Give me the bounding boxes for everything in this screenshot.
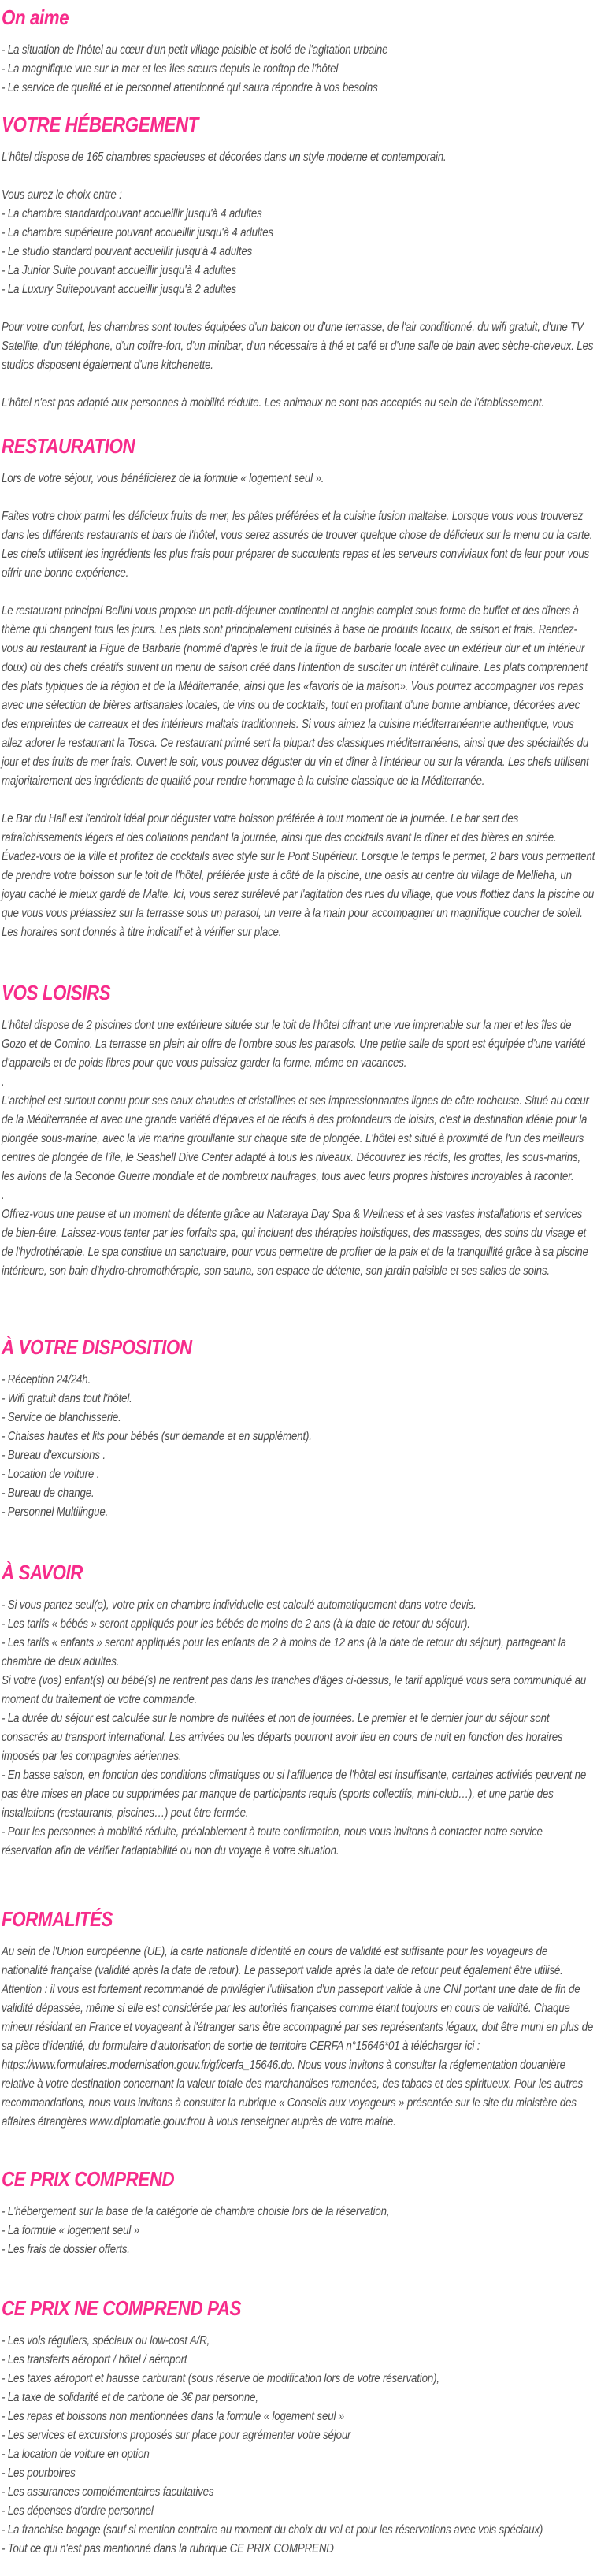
section-title-on-aime: On aime (2, 6, 69, 29)
prix-comprend-item: - Les frais de dossier offerts. (2, 2243, 130, 2256)
section-formalites (2, 1906, 595, 2132)
prix-ne-comprend-item: - Les transferts aéroport / hôtel / aéroport (2, 2353, 187, 2366)
prix-ne-comprend-item: - Les dépenses d'ordre personnel (2, 2504, 154, 2518)
room-type-item: - La Luxury Suitepouvant accueillir jusqu'à 2 adultes (2, 283, 236, 296)
restauration-intro: Lors de votre séjour, vous bénéficierez de la formule « logement seul ». (2, 472, 324, 485)
page-content (2, 0, 597, 2576)
hebergement-comfort-paragraph: Pour votre confort, les chambres sont toutes équipées d'un balcon ou d'une terrasse, de l'air conditionné, du wifi gratuit, d'une TV Satellite, d'un téléphone, d'un coffre-fort, d'un minibar, d'un nécessaire à thé et café et d'une salle de bain avec sèche-cheveux. Les studios disposent également d'une kitchenette. (2, 321, 594, 372)
room-type-item: - Le studio standard pouvant accueillir jusqu'à 4 adultes (2, 245, 253, 258)
loisirs-dot-separator: . (2, 1189, 5, 1202)
section-title-vos-loisirs: VOS LOISIRS (2, 981, 111, 1004)
savoir-item: Si votre (vos) enfant(s) ou bébé(s) ne rentrent pas dans les tranches d'âges ci-dessus, le tarif appliqué vous sera communiqué au moment du traitement de votre commande. (2, 1674, 587, 1706)
prix-comprend-item: - L'hébergement sur la base de la catégorie de chambre choisie lors de la réservation, (2, 2205, 390, 2218)
section-title-restauration: RESTAURATION (2, 434, 135, 458)
room-type-item: - La Junior Suite pouvant accueillir jusqu'à 4 adultes (2, 264, 236, 277)
prix-ne-comprend-item: - Les pourboires (2, 2467, 76, 2480)
on-aime-item: - La magnifique vue sur la mer et les îles sœurs depuis le rooftop de l'hôtel (2, 62, 339, 76)
loisirs-paragraph-2: L'archipel est surtout connu pour ses eaux chaudes et cristallines et ses impressionnantes lignes de côte rocheuse. Situé au cœur de la Méditerranée et avec une grande variété d'épaves et de récifs à des profondeurs de loisirs, c'est la destination idéale pour la plongée sous-marine, avec la vie marine grouillante sur chaque site de plongée. L'hôtel est situé à proximité de l'un des meilleurs centres de plongée de l'île, le Seashell Dive Center adapté à tous les niveaux. Découvrez les récifs, les grottes, les sous-marins, les avions de la Seconde Guerre mondiale et de nombreux naufrages, tous avec leurs propres histoires incroyables à raconter. (2, 1094, 589, 1183)
prix-ne-comprend-item: - Les assurances complémentaires facultatives (2, 2485, 214, 2499)
prix-ne-comprend-item: - Les services et excursions proposés sur place pour agrémenter votre séjour (2, 2429, 351, 2442)
loisirs-dot-separator: . (2, 1075, 5, 1089)
section-restauration (2, 433, 595, 942)
prix-ne-comprend-item: - La franchise bagage (sauf si mention contraire au moment du choix du vol et pour les réservations avec vols spéciaux) (2, 2523, 543, 2537)
hebergement-note: L'hôtel n'est pas adapté aux personnes à mobilité réduite. Les animaux ne sont pas acceptés au sein de l'établissement. (2, 396, 544, 410)
savoir-item: - Les tarifs « enfants » seront appliqués pour les enfants de 2 à moins de 12 ans (à la date de retour du séjour), partageant la chambre de deux adultes. (2, 1636, 566, 1668)
prix-ne-comprend-item: - Les taxes aéroport et hausse carburant (sous réserve de modification lors de votre réservation), (2, 2372, 439, 2385)
section-ce-prix-ne-comprend-pas (2, 2296, 595, 2559)
section-ce-prix-comprend (2, 2166, 595, 2259)
restauration-paragraph-1: Faites votre choix parmi les délicieux fruits de mer, les pâtes préférées et la cuisine fusion maltaise. Lorsque vous vous trouverez dans les différents restaurants et bars de l'hôtel, vous serez assurés de trouver quelque chose de délicieux sur le menu ou la carte. Les chefs utilisent les ingrédients les plus frais pour préparer de succulents repas et les serveurs conviviaux font de leur pour vous offrir une bonne expérience. (2, 510, 593, 580)
savoir-item: - En basse saison, en fonction des conditions climatiques ou si l'affluence de l'hôtel est insuffisante, certaines activités peuvent ne pas être mises en place ou supprimées par manque de participants requis (sports collectifs, mini-club…), et une partie des installations (restaurants, piscines…) peut être fermée. (2, 1769, 587, 1820)
formalites-paragraph: Au sein de l'Union européenne (UE), la carte nationale d'identité en cours de validité est suffisante pour les voyageurs de nationalité française (validité après la date de retour). Le passeport valide après la date de retour peut également être utilisé. Attention : il vous est fortement recommandé de privilégier l'utilisation d'un passeport valide à une CNI portant une date de fin de validité dépassée, même si elle est considérée par les autorités françaises comme étant toujours en cours de validité. Chaque mineur résidant en France et voyageant à l'étranger sans être accompagné par ses représentants légaux, doit être muni en plus de sa pièce d'identité, du formulaire d'autorisation de sortie de territoire CERFA n°15646*01 à télécharger ici : https://www.formulaires.modernisation.gouv.fr/gf/cerfa_15646.do. Nous vous invitons à consulter la réglementation douanière relative à votre destination concernant la valeur totale des marchandises ramenées, des tabacs et des spiritueux. Pour les autres recommandations, nous vous invitons à consulter la rubrique « Conseils aux voyageurs » présentée sur le site du ministère des affaires étrangères www.diplomatie.gouv.frou à vous renseigner auprès de votre mairie. (2, 1945, 594, 2129)
section-a-votre-disposition (2, 1334, 595, 1522)
loisirs-paragraph-3: Offrez-vous une pause et un moment de détente grâce au Nataraya Day Spa & Wellness et à ses vastes installations et services de bien-être. Laissez-vous tenter par les forfaits spa, qui incluent des thérapies holistiques, des massages, des soins du visage et de l'hydrothérapie. Le spa constitue un sanctuaire, pour vous permettre de profiter de la paix et de la tranquillité grâce à sa piscine intérieure, son bain d'hydro-chromothérapie, son sauna, son espace de détente, son jardin paisible et ses salles de soins. (2, 1208, 588, 1278)
prix-ne-comprend-item: - Les vols réguliers, spéciaux ou low-cost A/R, (2, 2334, 210, 2348)
section-title-hebergement: VOTRE HÉBERGEMENT (2, 113, 198, 136)
section-title-formalites: FORMALITÉS (2, 1907, 113, 1931)
prix-ne-comprend-item: - Tout ce qui n'est pas mentionné dans la rubrique CE PRIX COMPREND (2, 2542, 334, 2556)
disposition-item: - Service de blanchisserie. (2, 1411, 121, 1424)
hebergement-choice-label: Vous aurez le choix entre : (2, 188, 122, 202)
section-on-aime (2, 5, 595, 98)
section-a-savoir (2, 1560, 595, 1861)
restauration-paragraph-2: Le restaurant principal Bellini vous propose un petit-déjeuner continental et anglais complet sous forme de buffet et des dîners à thème qui changent tous les jours. Les plats sont principalement cuisinés à base de produits locaux, de saison et frais. Rendez-vous au restaurant la Figue de Barbarie (nommé d'après le fruit de la figue de barbarie locale avec un extérieur dur et un intérieur doux) où des chefs créatifs suivent un menu de saison créé dans l'intention de susciter un intérêt culinaire. Les plats comprennent des plats typiques de la région et de la Méditerranée, ainsi que les «favoris de la maison». Vous pourrez accompagner vos repas avec une sélection de bières artisanales locales, de vins ou de cocktails, tout en profitant d'une bonne ambiance, décorées avec des empreintes de carreaux et des intérieurs maltais traditionnels. Si vous aimez la cuisine méditerranéenne authentique, vous allez adorer le restaurant la Tosca. Ce restaurant primé sert la plupart des classiques méditerranéens, ainsi que des spécialités du jour et des fruits de mer frais. Ouvert le soir, vous pouvez déguster du vin et dîner à l'intérieur ou sur la véranda. Les chefs utilisent majoritairement des ingrédients de qualité pour rendre hommage à la cuisine classique de la Méditerranée. (2, 604, 589, 788)
prix-ne-comprend-item: - Les repas et boissons non mentionnées dans la formule « logement seul » (2, 2410, 345, 2423)
section-title-a-savoir: À SAVOIR (2, 1561, 83, 1584)
disposition-item: - Personnel Multilingue. (2, 1505, 109, 1519)
disposition-item: - Chaises hautes et lits pour bébés (sur demande et en supplément). (2, 1430, 312, 1443)
disposition-item: - Bureau d'excursions . (2, 1449, 106, 1462)
savoir-item: - Si vous partez seul(e), votre prix en chambre individuelle est calculé automatiquement dans votre devis. (2, 1598, 476, 1612)
prix-ne-comprend-item: - La taxe de solidarité et de carbone de 3€ par personne, (2, 2391, 258, 2404)
hebergement-intro: L'hôtel dispose de 165 chambres spacieuses et décorées dans un style moderne et contemporain. (2, 150, 447, 164)
loisirs-paragraph-1: L'hôtel dispose de 2 piscines dont une extérieure située sur le toit de l'hôtel offrant une vue imprenable sur la mer et les îles de Gozo et de Comino. La terrasse en plein air offre de l'ombre sous les parasols. Une petite salle de sport est équipée d'une variété d'appareils et de poids libres pour que vous puissiez garder la forme, même en vacances. (2, 1019, 586, 1070)
on-aime-item: - Le service de qualité et le personnel attentionné qui saura répondre à vos besoins (2, 81, 378, 95)
section-title-prix-comprend: CE PRIX COMPREND (2, 2167, 175, 2191)
prix-comprend-item: - La formule « logement seul » (2, 2224, 139, 2237)
disposition-item: - Réception 24/24h. (2, 1373, 91, 1386)
savoir-item: - Pour les personnes à mobilité réduite, préalablement à toute confirmation, nous vous invitons à contacter notre service réservation afin de vérifier l'adaptabilité ou non du voyage à votre situation. (2, 1825, 543, 1858)
restauration-paragraph-3: Le Bar du Hall est l'endroit idéal pour déguster votre boisson préférée à tout moment de la journée. Le bar sert des rafraîchissements légers et des collations pendant la journée, ainsi que des cocktails avant le dîner et des bières en soirée. Évadez-vous de la ville et profitez de cocktails avec style sur le Pont Supérieur. Lorsque le temps le permet, 2 bars vous permettent de prendre votre boisson sur le toit de l'hôtel, préférée juste à côté de la piscine, une oasis au centre du village de Mellieha, un joyau caché le mieux gardé de Malte. Ici, vous serez surélevé par l'agitation des rues du village, que vous flottiez dans la piscine ou que vous vous prélassiez sur la terrasse sous un parasol, un verre à la main pour accompagner un magnifique coucher de soleil. Les horaires sont donnés à titre indicatif et à vérifier sur place. (2, 812, 595, 939)
savoir-item: - Les tarifs « bébés » seront appliqués pour les bébés de moins de 2 ans (à la date de retour du séjour). (2, 1617, 470, 1631)
section-title-prix-ne-comprend-pas: CE PRIX NE COMPREND PAS (2, 2296, 242, 2320)
disposition-item: - Bureau de change. (2, 1487, 95, 1500)
room-type-item: - La chambre supérieure pouvant accueillir jusqu'à 4 adultes (2, 226, 273, 239)
section-title-disposition: À VOTRE DISPOSITION (2, 1335, 192, 1359)
disposition-item: - Location de voiture . (2, 1468, 100, 1481)
prix-ne-comprend-item: - La location de voiture en option (2, 2448, 150, 2461)
section-vos-loisirs (2, 980, 595, 1281)
room-type-item: - La chambre standardpouvant accueillir jusqu'à 4 adultes (2, 207, 262, 221)
savoir-item: - La durée du séjour est calculée sur le nombre de nuitées et non de journées. Le premier et le dernier jour du séjour sont consacrés au transport international. Les arrivées ou les départs pourront avoir lieu en cours de nuit en fonction des horaires imposés par les compagnies aériennes. (2, 1712, 563, 1763)
on-aime-item: - La situation de l'hôtel au cœur d'un petit village paisible et isolé de l'agitation urbaine (2, 43, 388, 57)
disposition-item: - Wifi gratuit dans tout l'hôtel. (2, 1392, 132, 1405)
section-hebergement (2, 112, 595, 413)
